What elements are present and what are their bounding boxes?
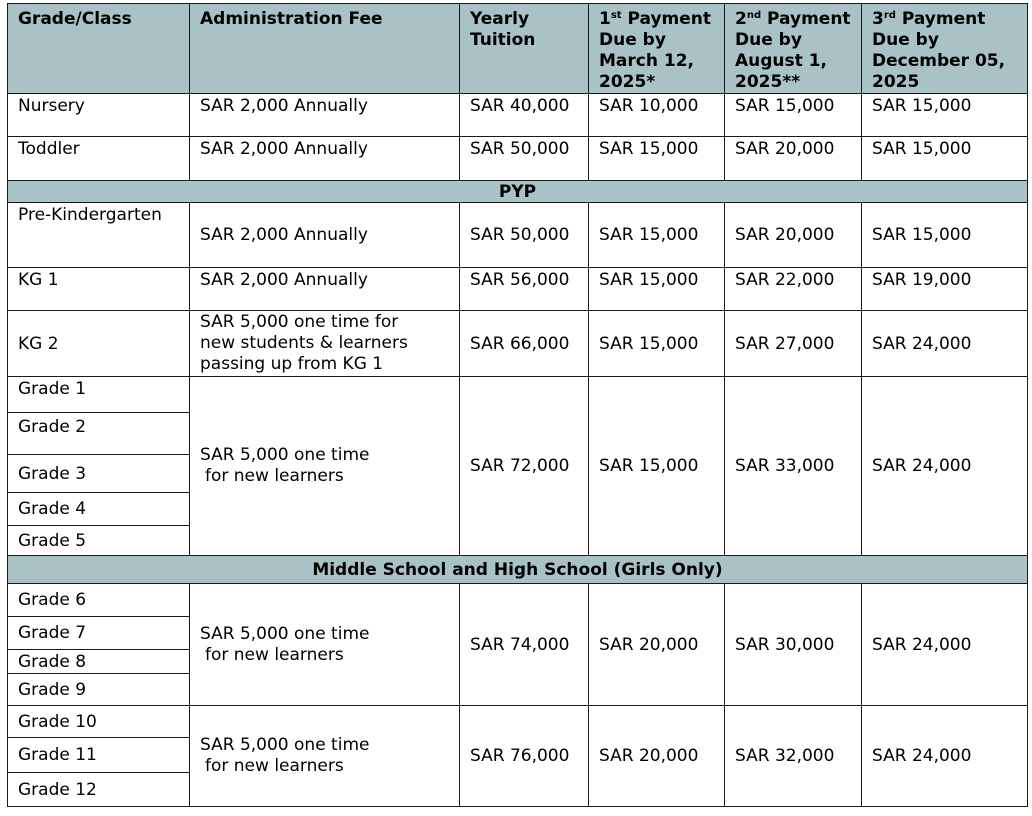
cell-admin-fee xyxy=(190,706,460,807)
cell-grade: Grade 3 xyxy=(8,455,190,493)
admin-fee-line1: SAR 5,000 one time for xyxy=(200,312,399,332)
header-p1-rest: Payment xyxy=(621,9,712,29)
cell-payment-3: SAR 24,000 xyxy=(862,377,1028,556)
cell-admin-fee: SAR 2,000 Annually xyxy=(190,137,460,181)
cell-admin-fee xyxy=(190,311,460,377)
cell-payment-2: SAR 15,000 xyxy=(725,94,862,137)
admin-fee-line1: SAR 5,000 one time xyxy=(200,445,370,465)
header-payment-3 xyxy=(862,4,1028,94)
cell-payment-1: SAR 15,000 xyxy=(589,311,725,377)
section-pyp xyxy=(8,181,1028,203)
cell-grade: Grade 2 xyxy=(8,413,190,455)
admin-fee-line1: SAR 5,000 one time xyxy=(200,735,370,755)
row-grade-10 xyxy=(8,706,1028,738)
row-nursery xyxy=(8,94,1028,137)
header-p3-ord: 3 xyxy=(872,9,884,29)
row-grade-1 xyxy=(8,377,1028,413)
cell-grade: Grade 4 xyxy=(8,493,190,526)
cell-tuition: SAR 50,000 xyxy=(460,137,589,181)
section-title-middle-high: Middle School and High School (Girls Only) xyxy=(8,556,1028,584)
header-p2-line4: 2025** xyxy=(735,72,801,92)
header-p2-ord: 2 xyxy=(735,9,747,29)
admin-fee-line2: new students & learners xyxy=(200,333,408,353)
cell-admin-fee xyxy=(190,377,460,556)
cell-admin-fee: SAR 2,000 Annually xyxy=(190,268,460,311)
header-payment-1 xyxy=(589,4,725,94)
section-middle-high xyxy=(8,556,1028,584)
cell-tuition: SAR 56,000 xyxy=(460,268,589,311)
cell-payment-1: SAR 15,000 xyxy=(589,137,725,181)
header-p2-line3: August 1, xyxy=(735,51,827,71)
header-p2-line2: Due by xyxy=(735,30,802,50)
header-p1-line4: 2025* xyxy=(599,72,656,92)
header-p1-line3: March 12, xyxy=(599,51,694,71)
header-admin-fee: Administration Fee xyxy=(190,4,460,94)
row-grade-6 xyxy=(8,584,1028,617)
row-pre-kindergarten xyxy=(8,203,1028,268)
header-grade: Grade/Class xyxy=(8,4,190,94)
cell-tuition: SAR 74,000 xyxy=(460,584,589,706)
cell-payment-1: SAR 20,000 xyxy=(589,706,725,807)
cell-grade: Grade 11 xyxy=(8,738,190,773)
header-p2-sup: nd xyxy=(746,10,762,21)
cell-payment-3: SAR 24,000 xyxy=(862,311,1028,377)
header-p3-line3: December 05, xyxy=(872,51,1006,71)
header-payment-2 xyxy=(725,4,862,94)
cell-grade: Grade 9 xyxy=(8,674,190,706)
cell-payment-1: SAR 10,000 xyxy=(589,94,725,137)
cell-payment-1: SAR 15,000 xyxy=(589,268,725,311)
header-p3-line4: 2025 xyxy=(872,72,920,92)
cell-grade: Grade 1 xyxy=(8,377,190,413)
cell-grade: Grade 12 xyxy=(8,773,190,807)
cell-payment-2: SAR 30,000 xyxy=(725,584,862,706)
cell-payment-3: SAR 15,000 xyxy=(862,94,1028,137)
cell-payment-2: SAR 33,000 xyxy=(725,377,862,556)
cell-grade: Grade 10 xyxy=(8,706,190,738)
header-tuition-line2: Tuition xyxy=(470,30,536,50)
cell-payment-3: SAR 15,000 xyxy=(862,203,1028,268)
cell-grade: KG 2 xyxy=(8,311,190,377)
fee-table xyxy=(7,3,1028,807)
cell-admin-fee: SAR 2,000 Annually xyxy=(190,94,460,137)
cell-admin-fee: SAR 2,000 Annually xyxy=(190,203,460,268)
cell-tuition: SAR 66,000 xyxy=(460,311,589,377)
cell-payment-3: SAR 15,000 xyxy=(862,137,1028,181)
cell-grade: Nursery xyxy=(8,94,190,137)
admin-fee-line2: for new learners xyxy=(205,644,344,665)
cell-payment-3: SAR 24,000 xyxy=(862,584,1028,706)
header-p1-ord: 1 xyxy=(599,9,611,29)
cell-tuition: SAR 76,000 xyxy=(460,706,589,807)
row-kg2 xyxy=(8,311,1028,377)
row-toddler xyxy=(8,137,1028,181)
cell-tuition: SAR 50,000 xyxy=(460,203,589,268)
cell-grade: KG 1 xyxy=(8,268,190,311)
cell-grade: Toddler xyxy=(8,137,190,181)
cell-payment-2: SAR 22,000 xyxy=(725,268,862,311)
admin-fee-line3: passing up from KG 1 xyxy=(200,354,384,374)
admin-fee-line1: SAR 5,000 one time xyxy=(200,623,370,644)
cell-payment-3: SAR 19,000 xyxy=(862,268,1028,311)
row-kg1 xyxy=(8,268,1028,311)
header-yearly-tuition xyxy=(460,4,589,94)
header-p3-sup: rd xyxy=(883,10,896,21)
cell-payment-1: SAR 15,000 xyxy=(589,203,725,268)
header-row xyxy=(8,4,1028,94)
cell-payment-2: SAR 32,000 xyxy=(725,706,862,807)
cell-grade: Grade 5 xyxy=(8,526,190,556)
cell-payment-2: SAR 27,000 xyxy=(725,311,862,377)
cell-grade: Grade 7 xyxy=(8,617,190,650)
cell-payment-1: SAR 20,000 xyxy=(589,584,725,706)
header-p2-rest: Payment xyxy=(761,9,851,29)
header-p1-sup: st xyxy=(610,10,622,21)
cell-tuition: SAR 40,000 xyxy=(460,94,589,137)
cell-payment-2: SAR 20,000 xyxy=(725,203,862,268)
section-title-pyp: PYP xyxy=(8,181,1028,203)
cell-tuition: SAR 72,000 xyxy=(460,377,589,556)
cell-payment-1: SAR 15,000 xyxy=(589,377,725,556)
header-p1-line2: Due by xyxy=(599,30,666,50)
header-p3-line2: Due by xyxy=(872,30,939,50)
cell-grade: Grade 6 xyxy=(8,584,190,617)
cell-payment-3: SAR 24,000 xyxy=(862,706,1028,807)
fee-table-wrapper xyxy=(7,3,1028,807)
cell-payment-2: SAR 20,000 xyxy=(725,137,862,181)
cell-grade: Pre-Kindergarten xyxy=(8,203,190,268)
admin-fee-line2: for new learners xyxy=(205,756,344,776)
admin-fee-line2: for new learners xyxy=(205,466,344,486)
cell-grade: Grade 8 xyxy=(8,650,190,674)
header-tuition-line1: Yearly xyxy=(470,9,530,29)
header-p3-rest: Payment xyxy=(895,9,986,29)
cell-admin-fee xyxy=(190,584,460,706)
